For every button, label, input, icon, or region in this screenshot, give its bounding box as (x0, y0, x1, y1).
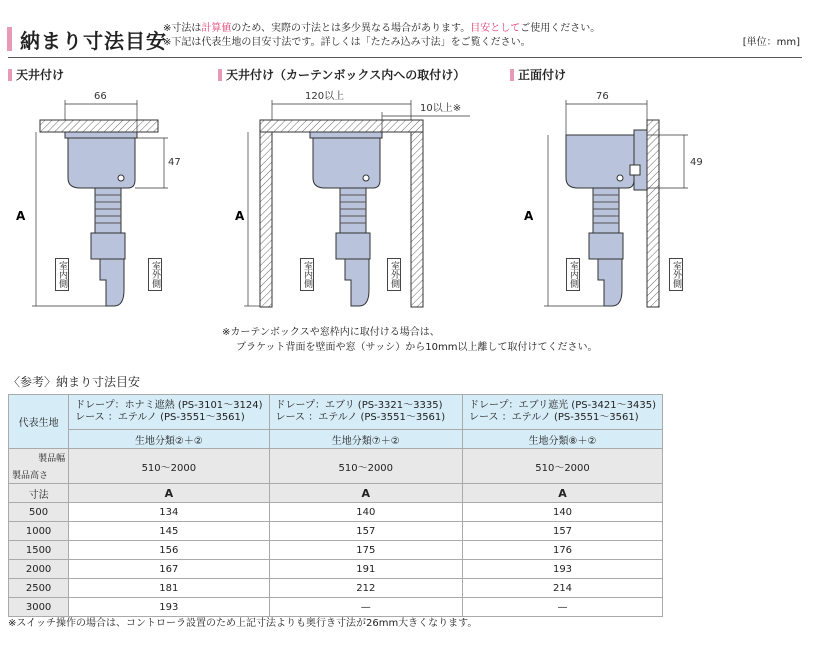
box-outdoor-label: 室外側 (387, 258, 401, 291)
col-2-a: A (269, 484, 462, 503)
unit-label: [単位：mm] (742, 37, 800, 48)
section-front-title: 正面付け (510, 66, 566, 83)
page-title: 納まり寸法目安 (20, 29, 167, 53)
col-1-a: A (69, 484, 269, 503)
col-2-width: 510～2000 (269, 449, 462, 484)
box-note-1: ※カーテンボックスや窓枠内に取付ける場合は、 (222, 327, 440, 338)
table-row: 1000 145 157 157 (9, 522, 663, 541)
table-row: 2500 181 212 214 (9, 579, 663, 598)
table-row: 1500 156 175 176 (9, 541, 663, 560)
col-1-fabric: ドレープ：ホナミ遮熱 (PS-3101～3124) レース ：エテルノ (PS-3551～3561) (69, 395, 269, 430)
dim-front-width: 76 (596, 91, 609, 102)
front-indoor-label: 室内側 (566, 258, 580, 291)
dim-ceiling-width: 66 (94, 91, 107, 102)
title-accent-bar (7, 27, 12, 51)
diagram-box (244, 100, 470, 307)
table-caption: 〈参考〉納まり寸法目安 (8, 375, 141, 389)
header-note-2: ※下記は代表生地の目安寸法です。詳しくは「たたみ込み寸法」をご覧ください。 (163, 37, 531, 48)
col-2-class: 生地分類⑦＋② (269, 430, 462, 449)
table-row: 3000 193 — — (9, 598, 663, 617)
section-box-title: 天井付け（カーテンボックス内への取付け） (218, 66, 465, 83)
mounting-diagrams (0, 80, 840, 350)
col-3-fabric: ドレープ：エブリ遮光 (PS-3421～3435) レース ：エテルノ (PS-3551～3561) (463, 395, 663, 430)
col-3-a: A (463, 484, 663, 503)
ceiling-indoor-label: 室内側 (55, 258, 69, 291)
rep-label: 代表生地 (9, 395, 69, 449)
front-outdoor-label: 室外側 (669, 258, 683, 291)
table-row: 500 134 140 140 (9, 503, 663, 522)
dim-ceiling-a: A (16, 209, 26, 223)
col-3-class: 生地分類⑧＋② (463, 430, 663, 449)
dim-box-width: 120以上 (305, 91, 345, 102)
box-note-2: ブラケット背面を壁面や窓（サッシ）から10mm以上離して取付けてください。 (236, 342, 598, 353)
header-note-1: ※寸法は計算値のため、実際の寸法とは多少異なる場合があります。目安としてご使用ください。 (163, 23, 601, 34)
dim-box-gap: 10以上※ (420, 103, 462, 114)
header-divider (8, 57, 802, 58)
dim-box-a: A (235, 209, 245, 223)
dim-label: 寸法 (9, 484, 69, 503)
col-2-fabric: ドレープ：エブリ (PS-3321～3335) レース ：エテルノ (PS-3551～3561) (269, 395, 462, 430)
dim-front-height: 49 (690, 157, 703, 168)
dim-front-a: A (524, 209, 534, 223)
ceiling-outdoor-label: 室外側 (148, 258, 162, 291)
section-ceiling-title: 天井付け (8, 66, 64, 83)
dim-ceiling-height: 47 (168, 157, 181, 168)
footnote: ※スイッチ操作の場合は、コントローラ設置のため上記寸法よりも奥行き寸法が26mm大きくなります。 (8, 618, 478, 629)
dimension-table (8, 394, 663, 617)
table-row: 2000 167 191 193 (9, 560, 663, 579)
box-indoor-label: 室内側 (300, 258, 314, 291)
col-1-class: 生地分類②＋② (69, 430, 269, 449)
width-height-header: 製品幅 製品高さ (9, 449, 69, 484)
col-1-width: 510～2000 (69, 449, 269, 484)
col-3-width: 510～2000 (463, 449, 663, 484)
